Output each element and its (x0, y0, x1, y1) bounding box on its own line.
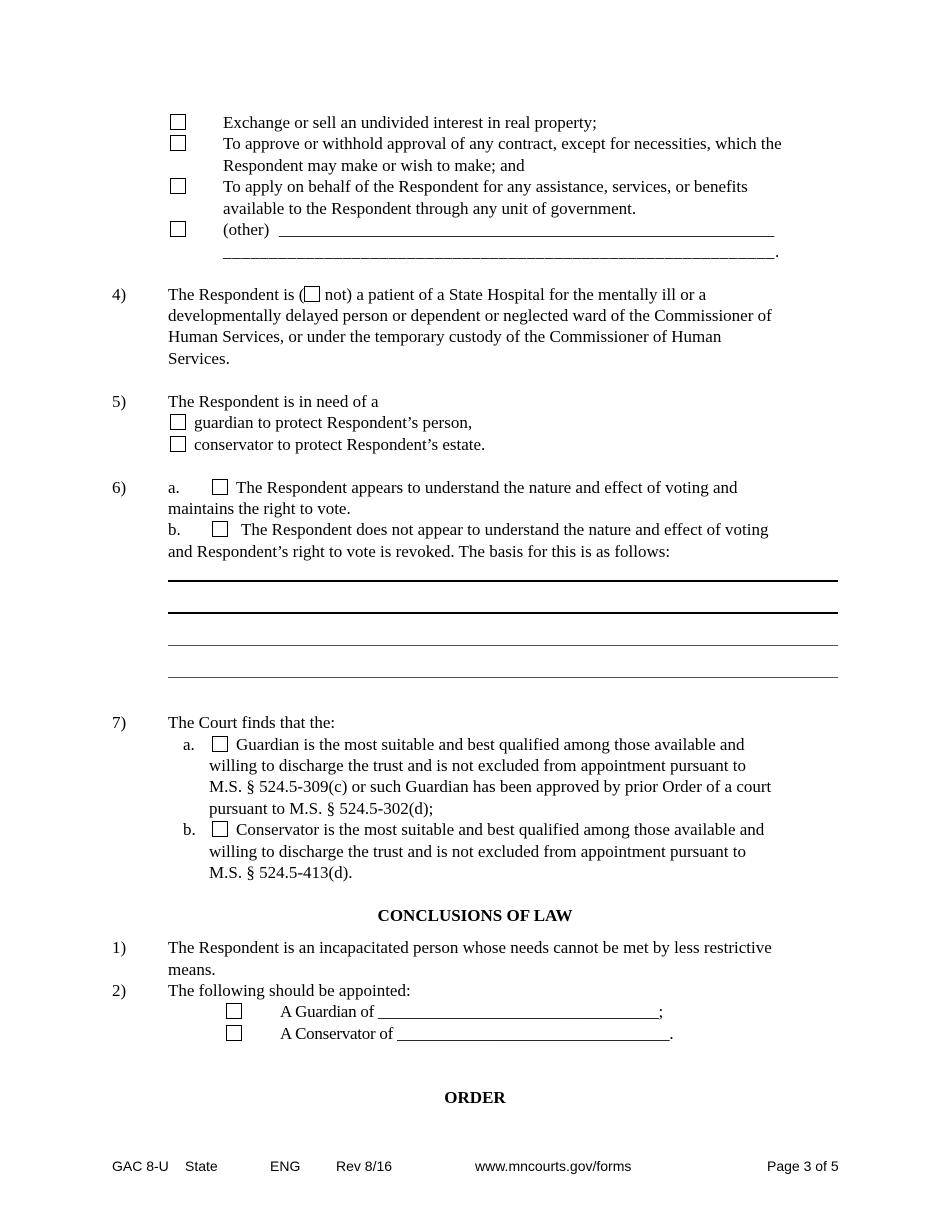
finding-6b-label: b. (168, 520, 181, 539)
checkbox-voting-retained[interactable] (212, 479, 228, 495)
finding-6a-label: a. (168, 478, 180, 497)
power-contract-approval-line1: To approve or withhold approval of any contract, except for necessities, which the (223, 134, 782, 153)
finding-5-intro: The Respondent is in need of a (168, 392, 379, 411)
order-heading: ORDER (444, 1088, 506, 1107)
finding-5-conservator: conservator to protect Respondent’s estate. (194, 435, 486, 454)
checkbox-real-property[interactable] (170, 114, 186, 130)
checkbox-other-power[interactable] (170, 221, 186, 237)
finding-6a-line1: The Respondent appears to understand the nature and effect of voting and (236, 478, 738, 497)
finding-7a-label: a. (183, 735, 195, 754)
power-contract-approval-line2: Respondent may make or wish to make; and (223, 156, 525, 175)
checkbox-guardian-need[interactable] (170, 414, 186, 430)
appoint-guardian-field[interactable]: A Guardian of __________________________________; (280, 1002, 663, 1021)
footer-state: State (185, 1158, 218, 1174)
finding-7b-label: b. (183, 820, 196, 839)
voting-basis-line-3[interactable] (168, 645, 838, 646)
footer-revision: Rev 8/16 (336, 1158, 393, 1174)
finding-6b-line1: The Respondent does not appear to understand the nature and effect of voting (241, 520, 769, 539)
finding-7a-line1: Guardian is the most suitable and best qualified among those available and (236, 735, 745, 754)
footer-url[interactable]: www.mncourts.gov/forms (475, 1158, 632, 1174)
finding-4-line3: Human Services, or under the temporary custody of the Commissioner of Human (168, 327, 722, 346)
finding-7-number: 7) (112, 713, 127, 732)
finding-7b-line1: Conservator is the most suitable and best qualified among those available and (236, 820, 765, 839)
conclusion-1-line2: means. (168, 960, 216, 979)
finding-5-number: 5) (112, 392, 127, 411)
power-government-benefits-line1: To apply on behalf of the Respondent for any assistance, services, or benefits (223, 177, 748, 196)
appoint-conservator-field[interactable]: A Conservator of _________________________________. (280, 1024, 674, 1043)
finding-7-intro: The Court finds that the: (168, 713, 336, 732)
conclusion-1-line1: The Respondent is an incapacitated person whose needs cannot be met by less restrictive (168, 938, 772, 957)
footer-page-number: Page 3 of 5 (767, 1158, 839, 1174)
finding-6b-line2: and Respondent’s right to vote is revoked. The basis for this is as follows: (168, 542, 671, 561)
finding-7b-line2: willing to discharge the trust and is not excluded from appointment pursuant to (209, 842, 746, 861)
finding-4-number: 4) (112, 285, 127, 304)
checkbox-guardian-suitable[interactable] (212, 736, 228, 752)
checkbox-appoint-conservator[interactable] (226, 1025, 242, 1041)
conclusions-heading: CONCLUSIONS OF LAW (377, 906, 573, 925)
finding-7a-line4: pursuant to M.S. § 524.5-302(d); (209, 799, 434, 818)
voting-basis-line-2[interactable] (168, 612, 838, 614)
voting-basis-line-4[interactable] (168, 677, 838, 678)
finding-7a-line2: willing to discharge the trust and is not excluded from appointment pursuant to (209, 756, 746, 775)
footer-form-id: GAC 8-U (112, 1158, 169, 1174)
power-government-benefits-line2: available to the Respondent through any unit of government. (223, 199, 637, 218)
finding-6-number: 6) (112, 478, 127, 497)
other-power-field-line2[interactable]: ____________________________________________________________. (223, 242, 780, 261)
finding-4-line4: Services. (168, 349, 230, 368)
checkbox-government-benefits[interactable] (170, 178, 186, 194)
checkbox-conservator-need[interactable] (170, 436, 186, 452)
finding-5-guardian: guardian to protect Respondent’s person, (194, 413, 473, 432)
finding-7a-line3: M.S. § 524.5-309(c) or such Guardian has been approved by prior Order of a court (209, 777, 772, 796)
checkbox-voting-revoked[interactable] (212, 521, 228, 537)
finding-6a-line2: maintains the right to vote. (168, 499, 351, 518)
checkbox-not-patient[interactable] (304, 286, 320, 302)
checkbox-contract-approval[interactable] (170, 135, 186, 151)
conclusion-2-line1: The following should be appointed: (168, 981, 411, 1000)
other-power-field-line1[interactable]: ____________________________________________________________ (279, 220, 774, 239)
finding-4-text-b: not) a patient of a State Hospital for the mentally ill or a (320, 285, 707, 304)
footer-language: ENG (270, 1158, 301, 1174)
finding-4-text-a: The Respondent is ( (168, 285, 305, 304)
power-real-property: Exchange or sell an undivided interest in real property; (223, 113, 597, 132)
finding-7b-line3: M.S. § 524.5-413(d). (209, 863, 353, 882)
finding-4-line1 (168, 284, 706, 305)
conclusion-1-number: 1) (112, 938, 127, 957)
voting-basis-line-1[interactable] (168, 580, 838, 582)
other-power-label: (other) (223, 220, 270, 239)
checkbox-appoint-guardian[interactable] (226, 1003, 242, 1019)
finding-4-line2: developmentally delayed person or dependent or neglected ward of the Commissioner of (168, 306, 772, 325)
conclusion-2-number: 2) (112, 981, 127, 1000)
checkbox-conservator-suitable[interactable] (212, 821, 228, 837)
